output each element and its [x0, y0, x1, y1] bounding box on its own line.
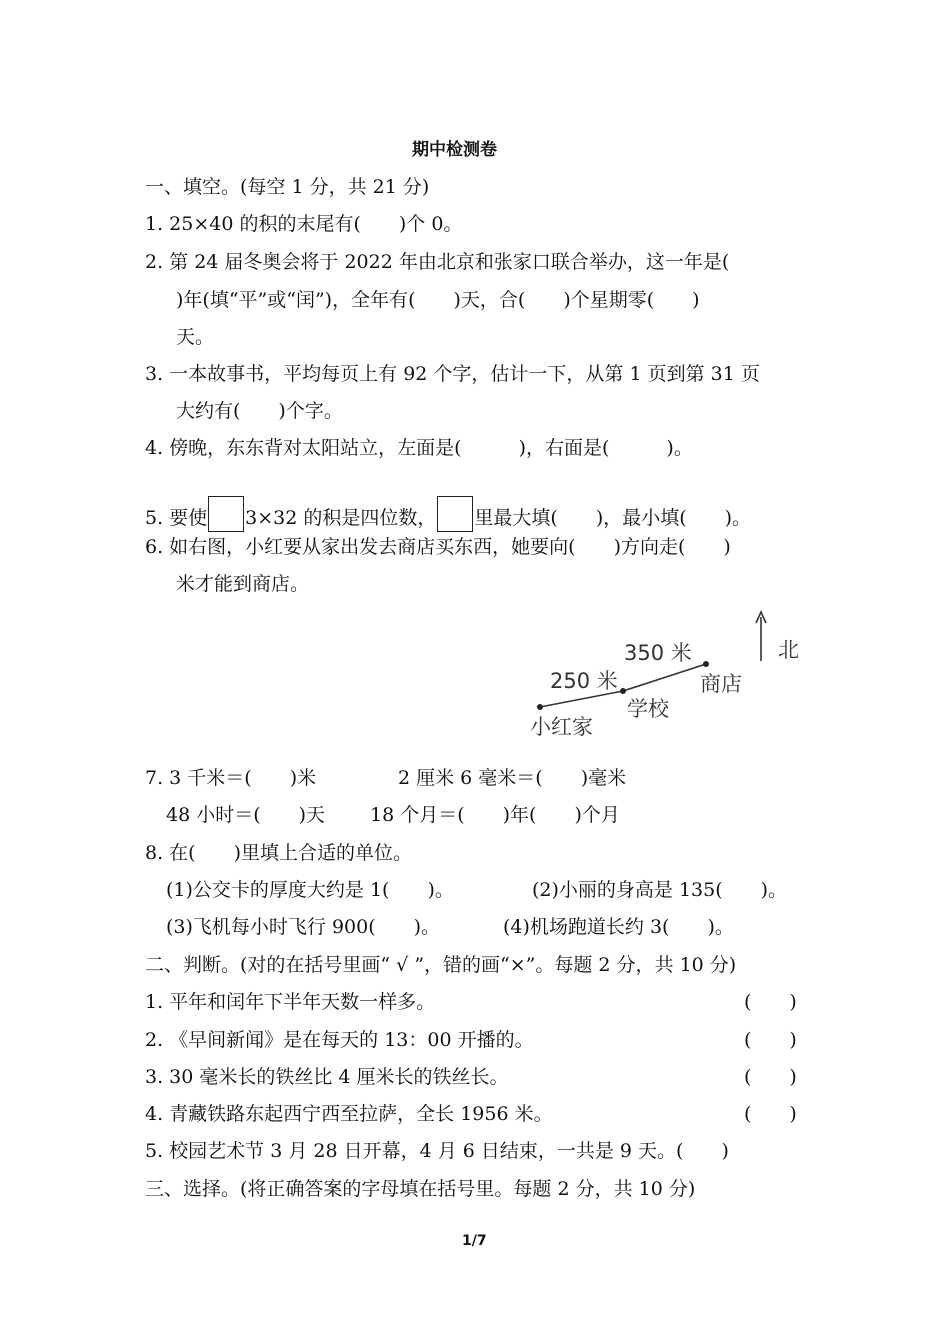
shop-label: 商店	[700, 672, 742, 696]
school-point	[620, 688, 626, 694]
question-1-8: 8. 在( )里填上合适的单位。	[145, 842, 412, 864]
shop-point	[703, 661, 709, 667]
section3-heading: 三、选择。(将正确答案的字母填在括号里。每题 2 分，共 10 分)	[145, 1178, 696, 1200]
route-map	[520, 605, 810, 745]
question-1-7-b: 2 厘米 6 毫米＝( )毫米	[398, 767, 627, 789]
answer-box	[437, 496, 473, 532]
school-label: 学校	[627, 697, 669, 721]
question-1-2-line2: )年(填“平”或“闰”)，全年有( )天，合( )个星期零( )	[176, 289, 700, 311]
question-1-7-a: 7. 3 千米＝( )米	[145, 767, 317, 789]
question-1-8-2: (2)小丽的身高是 135( )。	[532, 879, 788, 901]
section1-heading: 一、填空。(每空 1 分，共 21 分)	[145, 176, 430, 198]
page-title: 期中检测卷	[412, 140, 497, 160]
answer-box	[208, 496, 244, 532]
question-1-3-line1: 3. 一本故事书，平均每页上有 92 个字，估计一下，从第 1 页到第 31 页	[145, 363, 760, 385]
judge-item-5: 5. 校园艺术节 3 月 28 日开幕，4 月 6 日结束，一共是 9 天。( )	[145, 1140, 729, 1162]
judge-bracket-3: ( )	[744, 1066, 797, 1088]
question-1-7-d: 18 个月＝( )年( )个月	[370, 804, 620, 826]
question-1-2-line1: 2. 第 24 届冬奥会将于 2022 年由北京和张家口联合举办，这一年是(	[145, 251, 730, 273]
judge-item-2: 2. 《早间新闻》是在每天的 13：00 开播的。	[145, 1029, 534, 1051]
question-1-8-1: (1)公交卡的厚度大约是 1( )。	[166, 879, 454, 901]
home-label: 小红家	[530, 715, 593, 739]
distance-label-350: 350 米	[624, 641, 692, 665]
judge-bracket-1: ( )	[744, 991, 797, 1013]
question-1-6-line1: 6. 如右图，小红要从家出发去商店买东西，她要向( )方向走( )	[145, 536, 731, 558]
section2-heading: 二、判断。(对的在括号里画“ √ ”，错的画“×”。每题 2 分，共 10 分)	[145, 954, 737, 976]
home-point	[537, 704, 543, 710]
question-1-5-part-b: 3×32 的积是四位数，	[245, 507, 437, 529]
route-home-school	[540, 691, 623, 707]
question-1-5	[145, 496, 751, 532]
question-1-8-4: (4)机场跑道长约 3( )。	[503, 916, 734, 938]
question-1-5-part-a: 5. 要使	[145, 507, 208, 529]
judge-item-4: 4. 青藏铁路东起西宁西至拉萨，全长 1956 米。	[145, 1103, 553, 1125]
question-1-7-c: 48 小时＝( )天	[166, 804, 326, 826]
question-1-6-line2: 米才能到商店。	[176, 573, 310, 595]
page-number: 1/7	[462, 1233, 487, 1249]
question-1-2-line3: 天。	[176, 326, 215, 348]
question-1-3-line2: 大约有( )个字。	[176, 400, 343, 422]
north-label: 北	[778, 638, 799, 662]
question-1-1: 1. 25×40 的积的末尾有( )个 0。	[145, 213, 463, 235]
question-1-4: 4. 傍晚，东东背对太阳站立，左面是( )，右面是( )。	[145, 437, 693, 459]
judge-item-1: 1. 平年和闰年下半年天数一样多。	[145, 991, 436, 1013]
question-1-5-part-c: 里最大填( )，最小填( )。	[474, 507, 752, 529]
question-1-8-3: (3)飞机每小时飞行 900( )。	[166, 916, 441, 938]
judge-item-3: 3. 30 毫米长的铁丝比 4 厘米长的铁丝长。	[145, 1066, 509, 1088]
judge-bracket-2: ( )	[744, 1029, 797, 1051]
judge-bracket-4: ( )	[744, 1103, 797, 1125]
distance-label-250: 250 米	[550, 669, 618, 693]
route-school-shop	[623, 664, 706, 691]
